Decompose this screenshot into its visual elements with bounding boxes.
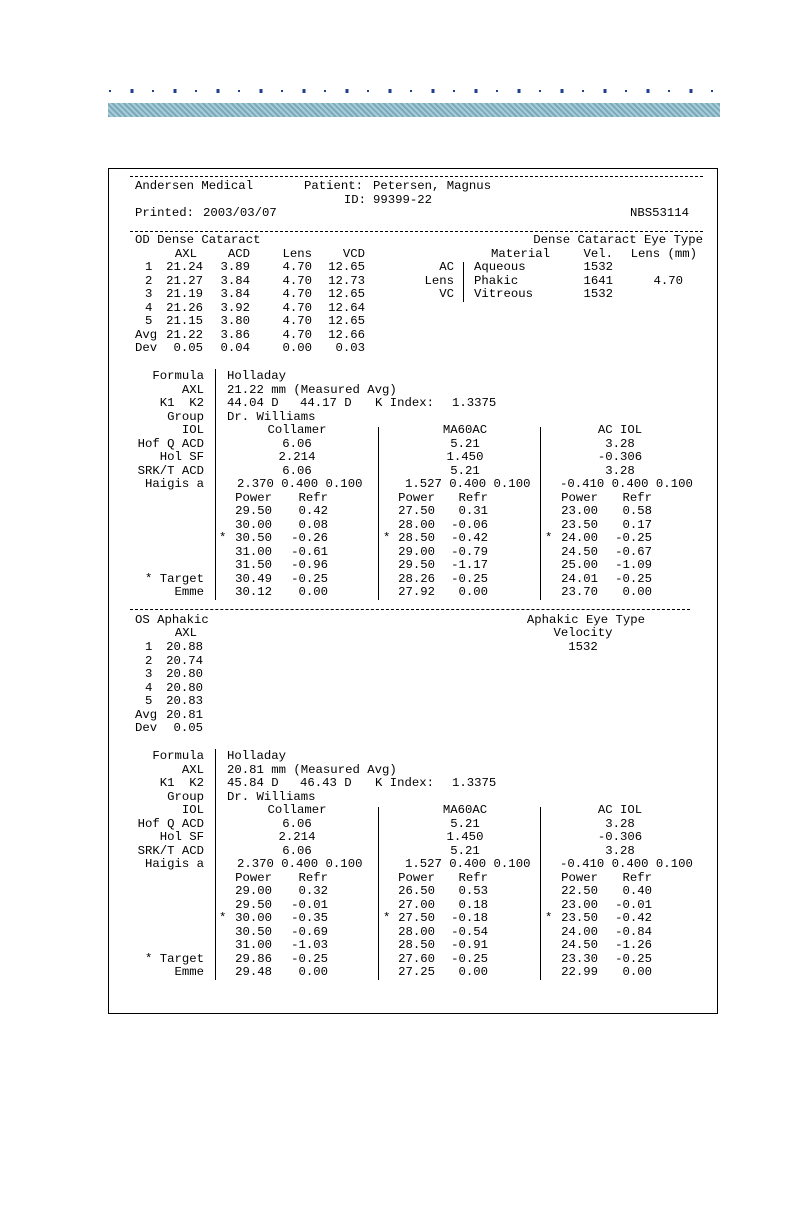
axl-header: AXL bbox=[174, 626, 197, 640]
emme-refr: 0.00 bbox=[298, 965, 328, 979]
formula-label: K1 K2 bbox=[159, 776, 204, 790]
selected-marker: * bbox=[219, 911, 227, 925]
srkt-acd: 5.21 bbox=[450, 843, 480, 858]
formula-label: Formula bbox=[152, 749, 204, 763]
emme-refr: 0.00 bbox=[298, 585, 328, 599]
material-name: Vitreous bbox=[474, 287, 534, 301]
meas-row-label: 3 bbox=[145, 287, 153, 301]
refraction: -0.79 bbox=[451, 544, 488, 559]
iol-power: 23.50 bbox=[561, 517, 598, 532]
srkt-acd: 6.06 bbox=[282, 463, 312, 478]
target-refr: -0.25 bbox=[291, 571, 328, 586]
refraction: -0.25 bbox=[615, 531, 652, 545]
refraction: -0.42 bbox=[615, 911, 652, 925]
printed-label: Printed: bbox=[135, 206, 195, 220]
refr-header: Refr bbox=[458, 870, 488, 885]
meas-value: 3.92 bbox=[220, 300, 250, 315]
meas-value: 0.00 bbox=[282, 341, 312, 355]
refraction: -0.61 bbox=[291, 544, 328, 559]
lens-column-rule bbox=[378, 427, 379, 600]
emme-label: Emme bbox=[174, 965, 204, 979]
iol-power: 23.00 bbox=[561, 897, 598, 912]
selected-marker: * bbox=[219, 531, 227, 545]
meas-value: 21.19 bbox=[166, 287, 203, 301]
formula-label: Hof Q ACD bbox=[137, 436, 204, 451]
refraction: 0.32 bbox=[298, 884, 328, 898]
lens-column-rule bbox=[540, 427, 541, 600]
axl-value: 20.80 bbox=[166, 667, 203, 681]
k1-value: 44.04 D bbox=[227, 396, 279, 410]
meas-value: 3.89 bbox=[220, 260, 250, 274]
target-refr: -0.25 bbox=[291, 951, 328, 966]
power-header: Power bbox=[398, 870, 435, 885]
meas-value: 4.70 bbox=[282, 260, 312, 274]
haigis-constants: -0.410 0.400 0.100 bbox=[560, 857, 693, 871]
lens-column-rule bbox=[540, 807, 541, 980]
patient-id: 99399-22 bbox=[373, 193, 433, 207]
refraction: -0.96 bbox=[291, 558, 328, 572]
refraction: -0.91 bbox=[451, 938, 488, 952]
refraction: -1.17 bbox=[451, 558, 488, 572]
hofq-acd: 3.28 bbox=[605, 436, 635, 451]
lens-thickness: 4.70 bbox=[653, 273, 683, 288]
iol-power: 24.50 bbox=[561, 938, 598, 952]
lens-column-rule bbox=[378, 807, 379, 980]
formula-label: AXL bbox=[181, 762, 204, 777]
hofq-acd: 5.21 bbox=[450, 816, 480, 831]
clinic-name: Andersen Medical bbox=[135, 179, 254, 193]
refraction: -0.42 bbox=[451, 531, 488, 545]
meas-value: 0.05 bbox=[173, 341, 203, 355]
meas-value: 4.70 bbox=[282, 287, 312, 301]
refraction: -0.67 bbox=[615, 544, 652, 559]
meas-value: 12.65 bbox=[328, 314, 365, 328]
iol-power: 30.50 bbox=[235, 924, 272, 939]
formula-axl: 20.81 mm (Measured Avg) bbox=[227, 762, 397, 777]
meas-row-label: 5 bbox=[145, 694, 153, 708]
refraction: 0.40 bbox=[622, 884, 652, 898]
power-header: Power bbox=[561, 490, 598, 505]
selected-marker: * bbox=[383, 911, 391, 925]
iol-power: 23.50 bbox=[561, 911, 598, 925]
emme-label: Emme bbox=[174, 585, 204, 599]
decorative-dot-row bbox=[106, 86, 720, 98]
iol-power: 31.50 bbox=[235, 558, 272, 572]
meas-value: 21.15 bbox=[166, 314, 203, 328]
srkt-acd: 3.28 bbox=[605, 463, 635, 478]
refraction: -1.26 bbox=[615, 938, 652, 952]
iol-power: 28.00 bbox=[398, 924, 435, 939]
refr-header: Refr bbox=[298, 870, 328, 885]
iol-name: MA60AC bbox=[442, 423, 488, 437]
hol-sf: 2.214 bbox=[278, 830, 316, 844]
power-header: Power bbox=[561, 870, 598, 885]
meas-row-label: 1 bbox=[145, 260, 153, 274]
emme-refr: 0.00 bbox=[622, 585, 652, 599]
meas-row-label: 2 bbox=[145, 653, 153, 668]
iol-power: 27.50 bbox=[398, 911, 435, 925]
iol-power: 29.50 bbox=[235, 504, 272, 518]
formula-axl: 21.22 mm (Measured Avg) bbox=[227, 382, 397, 397]
meas-header: ACD bbox=[227, 247, 250, 261]
iol-power: 29.50 bbox=[398, 558, 435, 572]
selected-marker: * bbox=[545, 531, 553, 545]
power-header: Power bbox=[235, 870, 272, 885]
haigis-constants: 2.370 0.400 0.100 bbox=[237, 477, 363, 491]
k2-value: 44.17 D bbox=[300, 396, 352, 410]
meas-value: 4.70 bbox=[282, 327, 312, 342]
refraction: 0.17 bbox=[622, 517, 652, 532]
patient-name: Petersen, Magnus bbox=[373, 179, 492, 193]
iol-power: 22.50 bbox=[561, 884, 598, 898]
target-refr: -0.25 bbox=[451, 951, 488, 966]
iol-power: 29.50 bbox=[235, 897, 272, 912]
refraction: 0.53 bbox=[458, 884, 488, 898]
selected-marker: * bbox=[383, 531, 391, 545]
refraction: -1.09 bbox=[615, 558, 652, 572]
material-name: Phakic bbox=[474, 273, 519, 288]
formula-label: Formula bbox=[152, 369, 204, 383]
iol-power: 29.00 bbox=[235, 884, 272, 898]
velocity-header: Velocity bbox=[553, 626, 613, 640]
refraction: -0.26 bbox=[291, 531, 328, 545]
axl-value: 20.80 bbox=[166, 680, 203, 695]
refraction: 0.42 bbox=[298, 504, 328, 518]
meas-header: Lens bbox=[282, 247, 312, 261]
meas-value: 4.70 bbox=[282, 300, 312, 315]
target-refr: -0.25 bbox=[451, 571, 488, 586]
meas-value: 21.24 bbox=[166, 260, 203, 274]
hofq-acd: 3.28 bbox=[605, 816, 635, 831]
od-section-title: OD Dense Cataract bbox=[135, 233, 261, 247]
velocity-value: 1532 bbox=[583, 287, 613, 301]
meas-row-label: Dev bbox=[135, 721, 158, 735]
meas-row-label: 5 bbox=[145, 314, 153, 328]
haigis-constants: -0.410 0.400 0.100 bbox=[560, 477, 693, 491]
power-header: Power bbox=[398, 490, 435, 505]
emme-power: 22.99 bbox=[561, 965, 598, 979]
meas-value: 3.84 bbox=[220, 273, 250, 288]
lens-mm-header: Lens (mm) bbox=[630, 247, 697, 261]
iol-name: AC IOL bbox=[597, 423, 643, 437]
refraction: 0.58 bbox=[622, 504, 652, 518]
meas-value: 21.26 bbox=[166, 300, 203, 315]
iol-power: 25.00 bbox=[561, 558, 598, 572]
target-refr: -0.25 bbox=[615, 951, 652, 966]
material-name: Aqueous bbox=[474, 260, 526, 274]
iol-power: 24.00 bbox=[561, 924, 598, 939]
target-power: 24.01 bbox=[561, 571, 598, 586]
srkt-acd: 6.06 bbox=[282, 843, 312, 858]
refraction: -0.06 bbox=[451, 517, 488, 532]
iol-name: Collamer bbox=[267, 423, 327, 437]
hofq-acd: 6.06 bbox=[282, 816, 312, 831]
segment-label: Lens bbox=[424, 273, 454, 288]
target-power: 28.26 bbox=[398, 571, 435, 586]
top-separator bbox=[130, 176, 703, 177]
formula-label: Haigis a bbox=[144, 857, 204, 871]
segment-label: AC bbox=[439, 260, 454, 274]
formula-name: Holladay bbox=[227, 369, 287, 383]
formula-label-rule bbox=[215, 369, 216, 600]
os-section-title: OS Aphakic bbox=[135, 613, 209, 627]
haigis-constants: 2.370 0.400 0.100 bbox=[237, 857, 363, 871]
iol-power: 30.50 bbox=[235, 531, 272, 545]
formula-label: Group bbox=[167, 789, 204, 804]
hol-sf: -0.306 bbox=[597, 450, 643, 464]
meas-value: 4.70 bbox=[282, 273, 312, 288]
emme-refr: 0.00 bbox=[458, 585, 488, 599]
axl-value: 20.88 bbox=[166, 640, 203, 654]
formula-label: AXL bbox=[181, 382, 204, 397]
serial-number: NBS53114 bbox=[629, 206, 689, 220]
target-power: 27.60 bbox=[398, 951, 435, 966]
meas-header: AXL bbox=[174, 247, 197, 261]
refraction: -0.69 bbox=[291, 924, 328, 939]
selected-marker: * bbox=[545, 911, 553, 925]
material-header: Material bbox=[490, 247, 550, 261]
axl-value: 20.74 bbox=[166, 653, 203, 668]
srkt-acd: 5.21 bbox=[450, 463, 480, 478]
velocity-header: Vel. bbox=[583, 247, 613, 261]
iol-name: Collamer bbox=[267, 803, 327, 817]
refraction: 0.08 bbox=[298, 517, 328, 532]
formula-label: Hol SF bbox=[159, 450, 204, 464]
formula-label: Hof Q ACD bbox=[137, 816, 204, 831]
target-power: 30.49 bbox=[235, 571, 272, 586]
k-index-label: K Index: bbox=[375, 776, 435, 790]
iol-power: 27.50 bbox=[398, 504, 435, 518]
emme-power: 23.70 bbox=[561, 585, 598, 599]
refraction: 0.31 bbox=[458, 504, 488, 518]
velocity-value: 1641 bbox=[583, 273, 613, 288]
meas-value: 3.84 bbox=[220, 287, 250, 301]
iol-power: 31.00 bbox=[235, 938, 272, 952]
formula-label-rule bbox=[215, 749, 216, 980]
k-index-value: 1.3375 bbox=[452, 396, 497, 410]
hol-sf: 1.450 bbox=[446, 830, 484, 844]
refraction: -0.35 bbox=[291, 911, 328, 925]
hol-sf: 2.214 bbox=[278, 450, 316, 464]
printed-date: 2003/03/07 bbox=[203, 206, 277, 220]
k2-value: 46.43 D bbox=[300, 776, 352, 790]
iol-power: 27.00 bbox=[398, 897, 435, 912]
section-separator bbox=[130, 609, 690, 610]
patient-label: Patient: bbox=[304, 179, 364, 193]
emme-power: 29.48 bbox=[235, 965, 272, 979]
formula-label: Group bbox=[167, 409, 204, 424]
meas-value: 4.70 bbox=[282, 314, 312, 328]
hofq-acd: 5.21 bbox=[450, 436, 480, 451]
meas-value: 0.04 bbox=[220, 341, 250, 355]
meas-row-label: 4 bbox=[145, 680, 153, 695]
refr-header: Refr bbox=[622, 490, 652, 505]
formula-name: Holladay bbox=[227, 749, 287, 763]
formula-label: K1 K2 bbox=[159, 396, 204, 410]
target-label: * Target bbox=[144, 571, 204, 586]
emme-power: 27.25 bbox=[398, 965, 435, 979]
velocity-value: 1532 bbox=[583, 260, 613, 274]
material-rule bbox=[463, 262, 464, 302]
iol-name: AC IOL bbox=[597, 803, 643, 817]
meas-row-label: 2 bbox=[145, 273, 153, 288]
meas-value: 12.65 bbox=[328, 260, 365, 274]
refraction: 0.18 bbox=[458, 897, 488, 912]
meas-value: 21.27 bbox=[166, 273, 203, 288]
emme-refr: 0.00 bbox=[622, 965, 652, 979]
iol-power: 23.00 bbox=[561, 504, 598, 518]
iol-power: 28.50 bbox=[398, 938, 435, 952]
refraction: -0.54 bbox=[451, 924, 488, 939]
refr-header: Refr bbox=[458, 490, 488, 505]
iol-name: MA60AC bbox=[442, 803, 488, 817]
meas-row-label: Dev bbox=[135, 341, 158, 355]
target-power: 29.86 bbox=[235, 951, 272, 966]
axl-value: 20.81 bbox=[166, 707, 203, 722]
segment-label: VC bbox=[439, 287, 454, 301]
refraction: -1.03 bbox=[291, 938, 328, 952]
meas-row-label: 3 bbox=[145, 667, 153, 681]
meas-value: 21.22 bbox=[166, 327, 203, 342]
iol-power: 30.00 bbox=[235, 517, 272, 532]
iol-power: 31.00 bbox=[235, 544, 272, 559]
emme-power: 30.12 bbox=[235, 585, 272, 599]
emme-refr: 0.00 bbox=[458, 965, 488, 979]
power-header: Power bbox=[235, 490, 272, 505]
velocity-value: 1532 bbox=[568, 640, 598, 654]
meas-header: VCD bbox=[342, 247, 365, 261]
meas-value: 12.65 bbox=[328, 287, 365, 301]
target-power: 23.30 bbox=[561, 951, 598, 966]
meas-value: 0.03 bbox=[335, 341, 365, 355]
k1-value: 45.84 D bbox=[227, 776, 279, 790]
formula-label: IOL bbox=[181, 423, 204, 437]
axl-value: 20.83 bbox=[166, 694, 203, 708]
refraction: -0.01 bbox=[291, 897, 328, 912]
k-index-value: 1.3375 bbox=[452, 776, 497, 790]
meas-value: 12.66 bbox=[328, 327, 365, 342]
meas-row-label: 4 bbox=[145, 300, 153, 315]
meas-value: 12.64 bbox=[328, 300, 365, 315]
formula-label: Haigis a bbox=[144, 477, 204, 491]
emme-power: 27.92 bbox=[398, 585, 435, 599]
surgeon-group: Dr. Williams bbox=[227, 409, 316, 424]
iol-power: 28.00 bbox=[398, 517, 435, 532]
target-refr: -0.25 bbox=[615, 571, 652, 586]
axl-value: 0.05 bbox=[173, 721, 203, 735]
os-eye-type: Aphakic Eye Type bbox=[526, 613, 645, 627]
hol-sf: 1.450 bbox=[446, 450, 484, 464]
meas-value: 3.80 bbox=[220, 314, 250, 328]
decorative-header-band bbox=[108, 103, 720, 117]
od-eye-type: Dense Cataract Eye Type bbox=[533, 233, 703, 247]
iol-power: 28.50 bbox=[398, 531, 435, 545]
refr-header: Refr bbox=[298, 490, 328, 505]
id-label: ID: bbox=[343, 193, 366, 207]
refraction: -0.84 bbox=[615, 924, 652, 939]
hofq-acd: 6.06 bbox=[282, 436, 312, 451]
formula-label: SRK/T ACD bbox=[137, 843, 204, 858]
formula-label: SRK/T ACD bbox=[137, 463, 204, 478]
meas-value: 3.86 bbox=[220, 327, 250, 342]
surgeon-group: Dr. Williams bbox=[227, 789, 316, 804]
iol-power: 24.50 bbox=[561, 544, 598, 559]
meas-row-label: 1 bbox=[145, 640, 153, 654]
meas-row-label: Avg bbox=[135, 707, 158, 722]
formula-label: Hol SF bbox=[159, 830, 204, 844]
iol-power: 30.00 bbox=[235, 911, 272, 925]
srkt-acd: 3.28 bbox=[605, 843, 635, 858]
target-label: * Target bbox=[144, 951, 204, 966]
haigis-constants: 1.527 0.400 0.100 bbox=[405, 857, 531, 871]
meas-row-label: Avg bbox=[135, 327, 158, 342]
refraction: -0.01 bbox=[615, 897, 652, 912]
header-separator bbox=[130, 231, 703, 232]
formula-label: IOL bbox=[181, 803, 204, 817]
iol-power: 24.00 bbox=[561, 531, 598, 545]
refr-header: Refr bbox=[622, 870, 652, 885]
hol-sf: -0.306 bbox=[597, 830, 643, 844]
k-index-label: K Index: bbox=[375, 396, 435, 410]
iol-power: 26.50 bbox=[398, 884, 435, 898]
meas-value: 12.73 bbox=[328, 273, 365, 288]
refraction: -0.18 bbox=[451, 911, 488, 925]
haigis-constants: 1.527 0.400 0.100 bbox=[405, 477, 531, 491]
iol-power: 29.00 bbox=[398, 544, 435, 559]
